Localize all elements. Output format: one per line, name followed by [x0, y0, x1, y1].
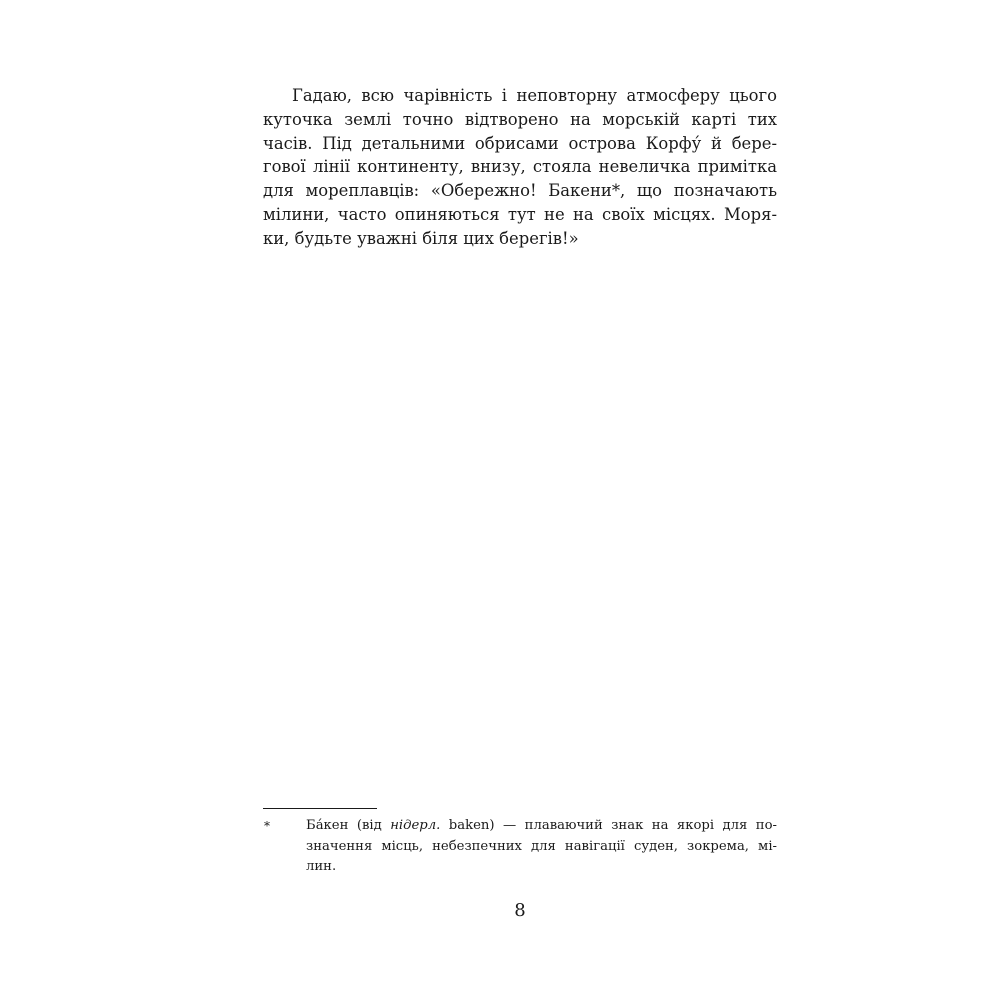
paragraph-line: Гадаю, всю чарівність і неповторну атмосферу цього	[292, 86, 777, 105]
footnote-definition: baken) — плаваючий знак на якорі для по-	[440, 818, 777, 833]
footnote	[263, 816, 777, 878]
footnote-abbreviation: нідерл.	[390, 818, 441, 833]
footnote-term: Ба́кен (від	[306, 818, 391, 833]
paragraph-line: ки, будьте уважні біля цих берегів!»	[263, 228, 579, 248]
footnote-line	[306, 816, 777, 837]
paragraph-line: для мореплавців: «Обережно! Бакени*, що позначають	[263, 181, 777, 201]
footnote-line: лин.	[306, 859, 337, 874]
footnote-line: значення місць, небезпечних для навігації суден, зокрема, мі-	[306, 838, 777, 854]
paragraph-line: куточка землі точно відтворено на морській карті тих	[263, 109, 777, 129]
body-paragraph	[263, 84, 777, 251]
page-number: 8	[514, 900, 526, 921]
footnote-marker: *	[264, 819, 270, 833]
paragraph-line: мілини, часто опиняються тут не на своїх місцях. Моря-	[263, 204, 777, 224]
paragraph-line: часів. Під детальними обрисами острова Корфу́ й бере-	[263, 133, 777, 153]
footnote-divider	[263, 808, 377, 809]
paragraph-line: гової лінії континенту, внизу, стояла невеличка примітка	[263, 157, 777, 177]
footnote-body	[306, 816, 777, 878]
